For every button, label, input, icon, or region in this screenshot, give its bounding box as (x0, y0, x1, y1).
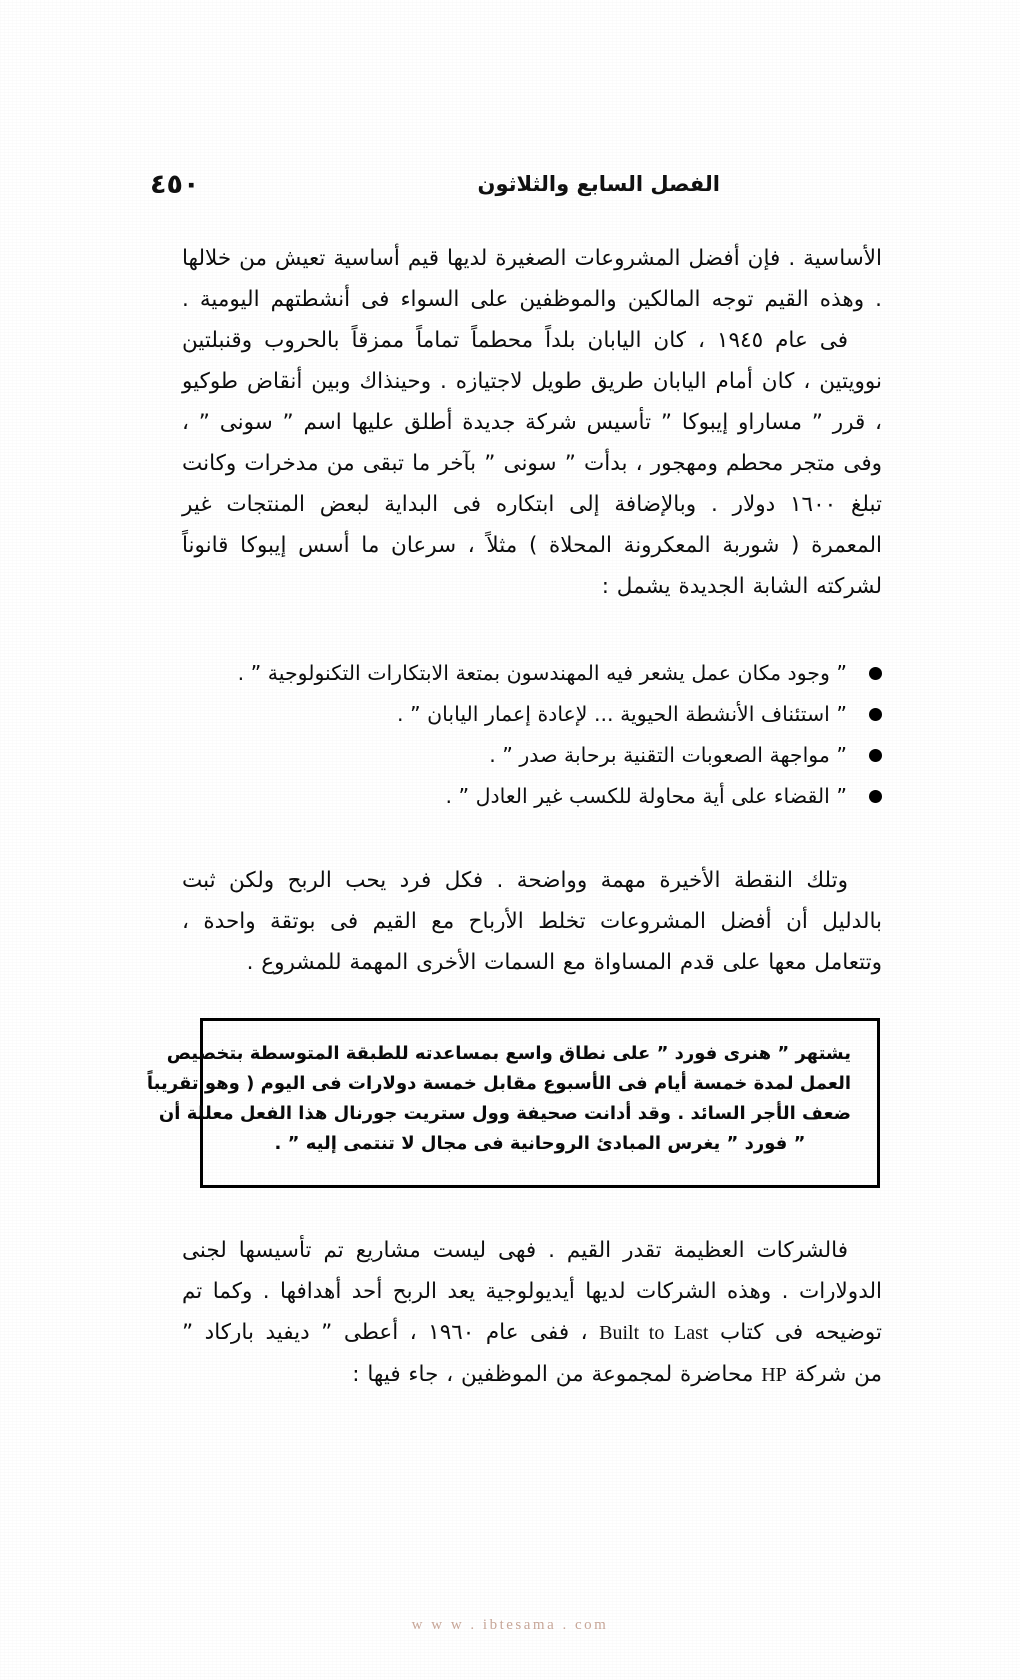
chapter-title: الفصل السابع والثلاثون (477, 172, 720, 196)
values-bullet-list (182, 655, 882, 819)
boxed-quote (146, 1018, 880, 1188)
boxed-quote-line: العمل لمدة خمسة أيام فى الأسبوع مقابل خمسة دولارات فى اليوم ( وهو تقريباً (146, 1073, 851, 1094)
paragraph-sony-history (182, 320, 882, 607)
list-item (182, 778, 882, 814)
paragraph-great-companies-line-2: الدولارات . وهذه الشركات لديها أيديولوجية يعد الربح أحد أهدافها . وكما تم (182, 1279, 882, 1304)
list-item (182, 737, 882, 773)
boxed-quote-line: ضعف الأجر السائد . وقد أدانت صحيفة وول ستريت جورنال هذا الفعل معللة أن (158, 1103, 851, 1124)
body-text-block-middle (182, 860, 882, 983)
book-reference-prefix: توضيحه فى كتاب (719, 1320, 882, 1345)
company-reference-suffix: محاضرة لمجموعة من الموظفين ، جاء فيها : (352, 1362, 754, 1387)
paragraph-great-companies-line-3 (182, 1312, 882, 1354)
boxed-quote-line: يشتهر ” هنرى فورد ” على نطاق واسع بمساعدته للطبقة المتوسطة بتخصيص (166, 1043, 851, 1064)
list-item-label: ” وجود مكان عمل يشعر فيه المهندسون بمتعة الابتكارات التكنولوجية ” . (237, 661, 847, 685)
book-title-built-to-last: Built to Last (599, 1322, 709, 1344)
bullet-dot-icon (869, 667, 882, 680)
page-number: ٤٥٠ (150, 168, 200, 200)
paragraph-profit-and-values (182, 860, 882, 983)
paragraph-great-companies-line-1 (182, 1230, 882, 1271)
paragraph-sony-history-text: فى عام ١٩٤٥ ، كان اليابان بلداً محطماً تماماً ممزقاً بالحروب وقنبلتين نوويتين ، كان أمام اليابان طريق طويل لاجتيازه . وحينذاك وبين أنقاض طوكيو ، قرر ” مساراو إيبوكا ” تأسيس شركة جديدة أطلق عليها اسم ” سونى ” ، وفى متجر محطم ومهجور ، بدأت ” سونى ” بآخر ما تبقى من مدخرات وكانت تبلغ ١٦٠٠ دولار . وبالإضافة إلى ابتكاره فى البداية لبعض المنتجات غير المعمرة ( شوربة المعكرونة المحلاة ) مثلاً ، سرعان ما أسس إيبوكا قانوناً لشركته الشابة الجديدة يشمل : (182, 328, 882, 599)
boxed-quote-line: ” فورد ” يغرس المبادئ الروحانية فى مجال لا تنتمى إليه ” . (274, 1133, 806, 1154)
list-item (182, 696, 882, 732)
paragraph-profit-and-values-text: وتلك النقطة الأخيرة مهمة وواضحة . فكل فرد يحب الربح ولكن ثبت بالدليل أن أفضل المشروعات تخلط الأرباح مع القيم فى بوتقة واحدة ، وتتعامل معها على قدم المساواة مع السمات الأخرى المهمة للمشروع . (182, 868, 882, 975)
running-head (150, 163, 870, 205)
body-text-block-top (182, 238, 882, 607)
paragraph-opening: الأساسية . فإن أفضل المشروعات الصغيرة لديها قيم أساسية تعيش من خلالها . وهذه القيم توجه المالكين والموظفين على السواء فى أنشطتهم اليومية . (182, 246, 882, 312)
site-watermark: w w w . ibtesama . com (411, 1617, 609, 1633)
list-item-label: ” القضاء على أية محاولة للكسب غير العادل ” . (445, 784, 847, 808)
company-name-hp: HP (761, 1364, 787, 1386)
body-text-block-bottom (182, 1230, 882, 1396)
list-item-label: ” مواجهة الصعوبات التقنية برحابة صدر ” . (489, 743, 847, 767)
bullet-dot-icon (869, 708, 882, 721)
paragraph-great-companies-line-4 (182, 1354, 882, 1396)
bullet-dot-icon (869, 749, 882, 762)
company-reference-prefix: من شركة (794, 1362, 882, 1387)
list-item-label: ” استئناف الأنشطة الحيوية ... لإعادة إعمار اليابان ” . (396, 702, 847, 726)
bullet-dot-icon (869, 790, 882, 803)
book-reference-suffix: ، ففى عام ١٩٦٠ ، أعطى ” ديفيد باركاد ” (182, 1320, 588, 1345)
paragraph-great-companies-line-1-text: فالشركات العظيمة تقدر القيم . فهى ليست مشاريع تم تأسيسها لجنى (182, 1238, 848, 1263)
list-item (182, 655, 882, 691)
